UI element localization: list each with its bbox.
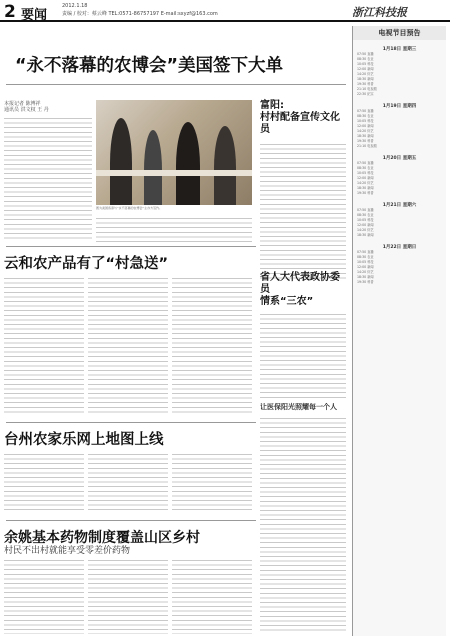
schedule-day-heading: 1月22日 星期日	[382, 245, 417, 250]
fuyang-article	[260, 100, 346, 282]
schedule-item: 18:30 新闻	[357, 134, 374, 138]
divider	[6, 520, 256, 521]
byline-correspondent: 通讯员 洪文权 王 丹	[4, 107, 49, 113]
schedule-item: 10:05 科技	[357, 171, 374, 175]
sidebar-title: 电视节目预告	[353, 26, 446, 40]
schedule-item: 21:10 电视剧	[357, 87, 377, 91]
schedule-item: 22:30 纪实	[357, 92, 374, 96]
article-body-text	[260, 416, 346, 632]
schedule-item: 07:50 直播	[357, 208, 374, 212]
subheadline-yuyao: 村民不出村就能享受零差价药物	[4, 546, 131, 556]
headline-taizhou[interactable]: 台州农家乐网上地图上线	[4, 432, 164, 448]
schedule-item: 18:30 新闻	[357, 186, 374, 190]
schedule-item: 08:30 农业	[357, 213, 374, 217]
page-header	[0, 0, 450, 22]
article-body-text	[88, 276, 168, 414]
headline-yunhe[interactable]: 云和农产品有了“村急送”	[4, 256, 169, 272]
schedule-item: 07:50 直播	[357, 52, 374, 56]
schedule-item: 08:30 农业	[357, 166, 374, 170]
article-body-text	[4, 116, 92, 242]
article-body-text	[4, 558, 84, 634]
schedule-day-heading: 1月21日 星期六	[382, 203, 417, 208]
schedule-day-heading: 1月18日 星期三	[382, 47, 417, 52]
news-photo	[96, 100, 252, 205]
schedule-item: 12:00 新闻	[357, 265, 374, 269]
byline-reporter: 本报记者 陈博祥	[4, 101, 41, 107]
schedule-item: 07:50 直播	[357, 109, 374, 113]
schedule-item: 10:05 科技	[357, 260, 374, 264]
schedule-item: 10:05 科技	[357, 218, 374, 222]
schedule-item: 12:00 新闻	[357, 67, 374, 71]
schedule-item: 18:30 新闻	[357, 77, 374, 81]
schedule-item: 12:00 新闻	[357, 176, 374, 180]
schedule-item: 12:00 新闻	[357, 223, 374, 227]
article-body-text	[4, 452, 84, 514]
schedule-item: 14:20 综艺	[357, 181, 374, 185]
schedule-day-heading: 1月19日 星期四	[382, 104, 417, 109]
page-number: 2	[4, 2, 16, 22]
schedule-item: 10:05 科技	[357, 119, 374, 123]
article-body-text	[4, 276, 84, 414]
editor-credits: 责编 / 校对：蔡云峰 TEL:0571-86757197 E-mail:sxyzf@163.com	[62, 11, 218, 17]
schedule-item: 14:20 综艺	[357, 129, 374, 133]
headline-main[interactable]: “永不落幕的农博会”美国签下大单	[15, 56, 284, 76]
schedule-item: 07:50 直播	[357, 250, 374, 254]
schedule-item: 18:30 新闻	[357, 275, 374, 279]
deputies-headline[interactable]: 省人大代表政协委员 情系“三农”	[260, 272, 340, 307]
tv-schedule-sidebar	[352, 26, 446, 636]
schedule-item: 14:20 综艺	[357, 270, 374, 274]
deputies-subhead: 让医保阳光照耀每一个人	[260, 403, 337, 411]
article-body-text	[96, 216, 252, 242]
schedule-item: 18:30 新闻	[357, 233, 374, 237]
issue-date: 2012.1.18	[62, 3, 88, 9]
article-body-text	[88, 452, 168, 514]
schedule-item: 19:30 科普	[357, 191, 374, 195]
article-body-text	[260, 142, 346, 282]
article-body-text	[172, 558, 252, 634]
deputies-article	[260, 272, 346, 632]
article-body-text	[172, 452, 252, 514]
schedule-item: 14:20 综艺	[357, 228, 374, 232]
schedule-item: 08:30 农业	[357, 255, 374, 259]
schedule-item: 14:20 综艺	[357, 72, 374, 76]
photo-caption: 图为美国客商与“永不落幕的农博会”主办方签约。	[96, 206, 163, 210]
schedule-item: 08:30 农业	[357, 114, 374, 118]
schedule-item: 19:30 科普	[357, 82, 374, 86]
schedule-item: 08:30 农业	[357, 57, 374, 61]
divider	[6, 422, 256, 423]
schedule-item: 19:30 科普	[357, 139, 374, 143]
schedule-item: 07:50 直播	[357, 161, 374, 165]
fuyang-headline[interactable]: 富阳: 村村配备宣传文化员	[260, 100, 340, 135]
newspaper-logo: 浙江科技报	[352, 6, 407, 19]
divider	[6, 84, 346, 85]
article-body-text	[260, 312, 346, 400]
schedule-item: 12:00 新闻	[357, 124, 374, 128]
article-body-text	[88, 558, 168, 634]
schedule-day-heading: 1月20日 星期五	[382, 156, 417, 161]
schedule-item: 19:30 科普	[357, 280, 374, 284]
schedule-item: 21:10 电视剧	[357, 144, 377, 148]
section-name: 要闻	[21, 8, 48, 23]
article-body-text	[172, 276, 252, 414]
schedule-item: 10:05 科技	[357, 62, 374, 66]
headline-yuyao[interactable]: 余姚基本药物制度覆盖山区乡村	[4, 530, 200, 546]
divider	[6, 246, 256, 247]
